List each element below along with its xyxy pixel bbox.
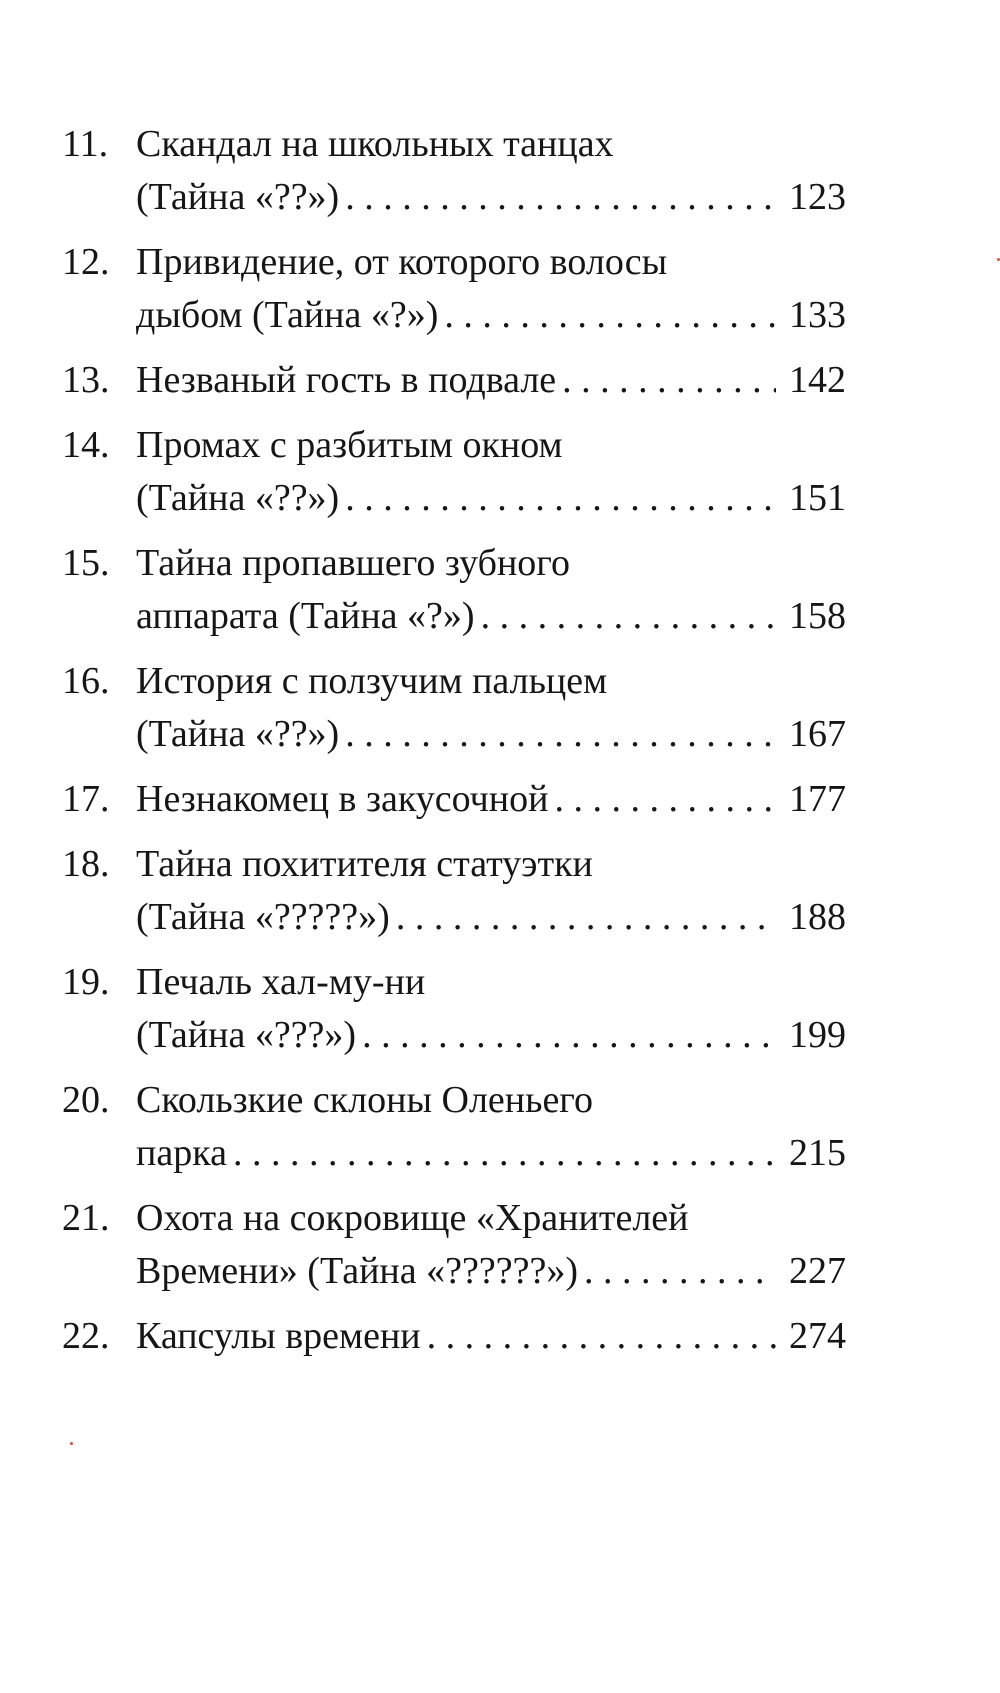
page-number: 142 (789, 359, 846, 401)
entry-body (136, 1074, 846, 1180)
entry-number: 18. (62, 843, 110, 885)
entry-last-line (136, 891, 846, 944)
entry-body (136, 118, 846, 224)
entry-number: 15. (62, 542, 110, 584)
toc-entry (62, 236, 846, 342)
entry-title-line: Тайна пропавшего зубного (136, 542, 570, 584)
entry-title-line: дыбом (Тайна «?») (136, 294, 439, 336)
entry-last-line (136, 590, 846, 643)
entry-number: 16. (62, 660, 110, 702)
dot-leader (481, 590, 776, 643)
entry-body (136, 956, 846, 1062)
dot-leader (554, 773, 776, 826)
entry-title-line: Капсулы времени (136, 1315, 421, 1357)
dot-leader (362, 1009, 776, 1062)
entry-body (136, 773, 846, 826)
entry-number: 11. (62, 123, 109, 165)
entry-title-line: (Тайна «??») (136, 477, 340, 519)
entry-body (136, 838, 846, 944)
entry-body (136, 419, 846, 525)
entry-last-line (136, 354, 846, 407)
print-speck (70, 1442, 73, 1445)
dot-leader (345, 708, 776, 761)
dot-leader (427, 1310, 776, 1363)
toc-entry (62, 419, 846, 525)
toc-entry (62, 537, 846, 643)
entry-last-line (136, 1009, 846, 1062)
entry-number: 20. (62, 1079, 110, 1121)
toc-entry (62, 354, 846, 407)
toc-entry (62, 956, 846, 1062)
page-number: 227 (789, 1250, 846, 1292)
page-number: 158 (789, 595, 846, 637)
dot-leader (345, 472, 776, 525)
page-number: 133 (789, 294, 846, 336)
entry-title-line: (Тайна «???») (136, 1014, 357, 1056)
entry-last-line (136, 708, 846, 761)
entry-number: 21. (62, 1197, 110, 1239)
entry-last-line (136, 1245, 846, 1298)
dot-leader (584, 1245, 776, 1298)
dot-leader (562, 354, 776, 407)
page-number: 167 (789, 713, 846, 755)
entry-title-line: Незнакомец в закусочной (136, 778, 549, 820)
entry-number: 13. (62, 359, 110, 401)
entry-title-line: Незваный гость в подвале (136, 359, 557, 401)
entry-number: 12. (62, 241, 110, 283)
entry-last-line (136, 472, 846, 525)
page-number: 199 (789, 1014, 846, 1056)
entry-title-line: (Тайна «??») (136, 713, 340, 755)
entry-title-line: Печаль хал-му-ни (136, 961, 426, 1003)
toc-entry (62, 1310, 846, 1363)
entry-title-line: аппарата (Тайна «?») (136, 595, 475, 637)
entry-title-line: (Тайна «??») (136, 176, 340, 218)
toc-entry (62, 838, 846, 944)
entry-last-line (136, 171, 846, 224)
page-number: 123 (789, 176, 846, 218)
entry-number: 14. (62, 424, 110, 466)
toc-entry (62, 118, 846, 224)
entry-body (136, 1192, 846, 1298)
entry-title-line: Времени» (Тайна «??????») (136, 1250, 578, 1292)
page-number: 151 (789, 477, 846, 519)
entry-last-line (136, 1310, 846, 1363)
entry-body (136, 354, 846, 407)
entry-title-line: парка (136, 1132, 227, 1174)
entry-last-line (136, 1127, 846, 1180)
dot-leader (345, 171, 776, 224)
entry-title-line: (Тайна «?????») (136, 896, 390, 938)
dot-leader (444, 289, 776, 342)
page-number: 188 (789, 896, 846, 938)
entry-title-line: История с ползучим пальцем (136, 660, 608, 702)
page-number: 274 (789, 1315, 846, 1357)
entry-body (136, 655, 846, 761)
dot-leader (396, 891, 776, 944)
entry-title-line: Тайна похитителя статуэтки (136, 843, 593, 885)
dot-leader (233, 1127, 776, 1180)
table-of-contents (62, 118, 846, 1375)
toc-entry (62, 655, 846, 761)
entry-number: 22. (62, 1315, 110, 1357)
toc-entry (62, 1074, 846, 1180)
entry-title-line: Привидение, от которого волосы (136, 241, 668, 283)
toc-entry (62, 1192, 846, 1298)
entry-title-line: Промах с разбитым окном (136, 424, 563, 466)
page-number: 215 (789, 1132, 846, 1174)
entry-title-line: Охота на сокровище «Хранителей (136, 1197, 689, 1239)
entry-last-line (136, 773, 846, 826)
entry-title-line: Скандал на школьных танцах (136, 123, 614, 165)
entry-body (136, 236, 846, 342)
entry-last-line (136, 289, 846, 342)
entry-number: 19. (62, 961, 110, 1003)
toc-entry (62, 773, 846, 826)
page-number: 177 (789, 778, 846, 820)
entry-title-line: Скользкие склоны Оленьего (136, 1079, 593, 1121)
entry-body (136, 1310, 846, 1363)
entry-number: 17. (62, 778, 110, 820)
entry-body (136, 537, 846, 643)
